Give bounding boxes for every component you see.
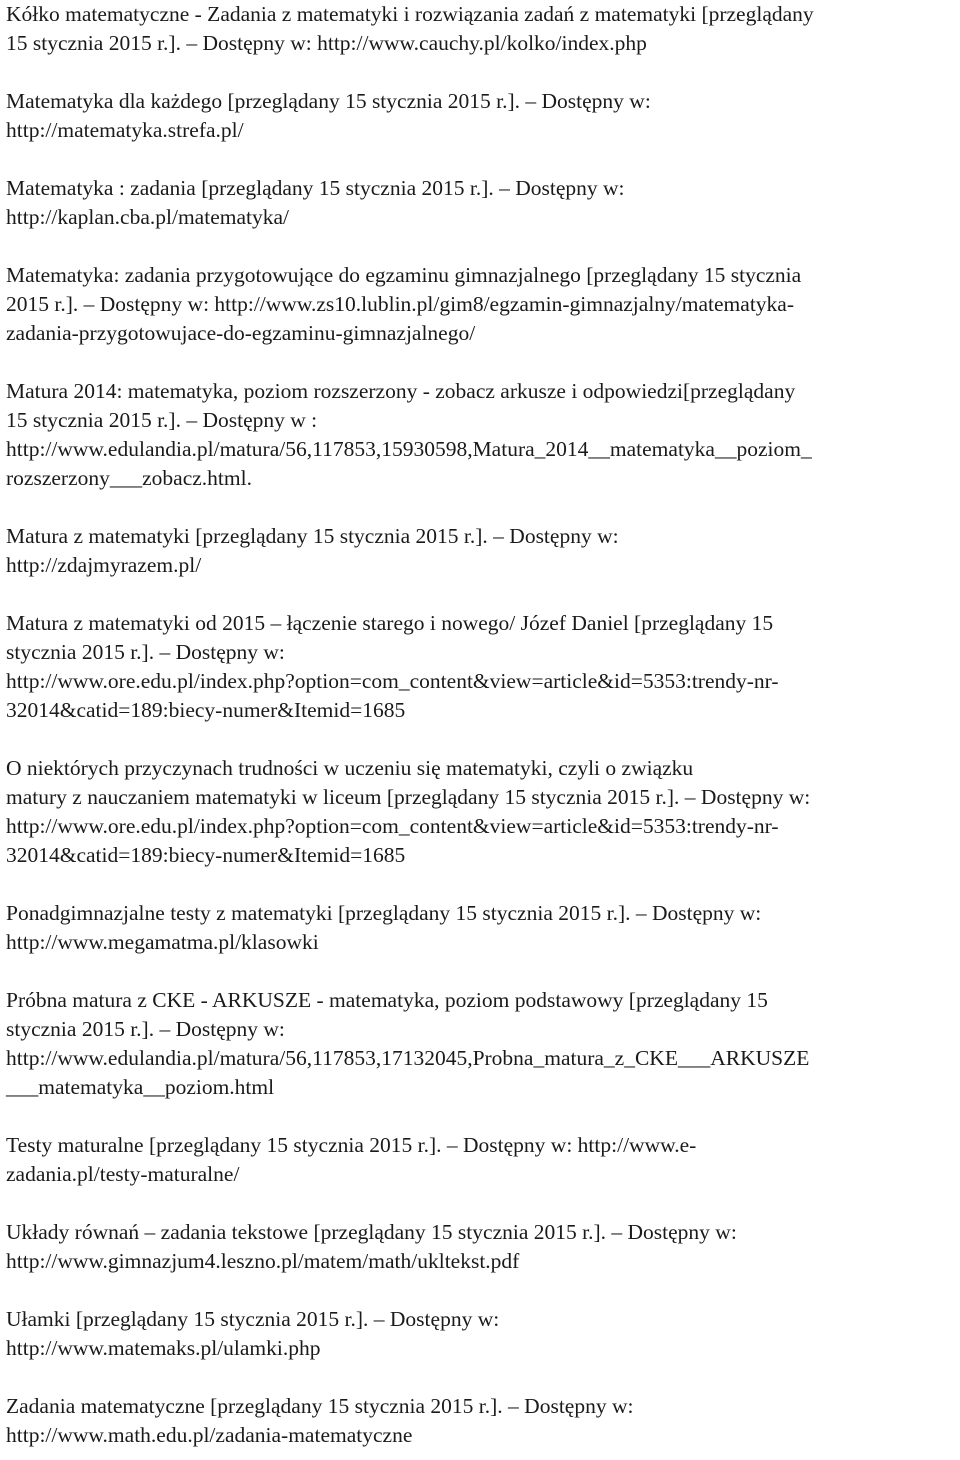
reference-entry bbox=[6, 1218, 956, 1276]
reference-line: Matematyka: zadania przygotowujące do egzaminu gimnazjalnego [przeglądany 15 stycznia bbox=[6, 263, 802, 287]
reference-line: Ponadgimnazjalne testy z matematyki [przeglądany 15 stycznia 2015 r.]. – Dostępny w: bbox=[6, 901, 762, 925]
reference-line: http://www.ore.edu.pl/index.php?option=com_content&view=article&id=5353:trendy-nr- bbox=[6, 669, 779, 693]
entry-spacer bbox=[6, 348, 956, 377]
reference-line: http://kaplan.cba.pl/matematyka/ bbox=[6, 205, 289, 229]
reference-entry bbox=[6, 754, 956, 870]
reference-line: http://matematyka.strefa.pl/ bbox=[6, 118, 244, 142]
entry-spacer bbox=[6, 1276, 956, 1305]
reference-line: Ułamki [przeglądany 15 stycznia 2015 r.]. – Dostępny w: bbox=[6, 1307, 500, 1331]
reference-line: http://www.math.edu.pl/zadania-matematyczne bbox=[6, 1423, 413, 1447]
reference-entry bbox=[6, 986, 956, 1102]
entry-spacer bbox=[6, 232, 956, 261]
entry-spacer bbox=[6, 1102, 956, 1131]
entry-spacer bbox=[6, 493, 956, 522]
reference-line: Matematyka dla każdego [przeglądany 15 stycznia 2015 r.]. – Dostępny w: bbox=[6, 89, 651, 113]
reference-line: http://www.edulandia.pl/matura/56,117853,15930598,Matura_2014__matematyka__poziom_ bbox=[6, 437, 812, 461]
reference-line: stycznia 2015 r.]. – Dostępny w: bbox=[6, 640, 285, 664]
reference-line: O niektórych przyczynach trudności w uczeniu się matematyki, czyli o związku bbox=[6, 756, 694, 780]
reference-line: 32014&catid=189:biecy-numer&Itemid=1685 bbox=[6, 698, 406, 722]
reference-line: Matura z matematyki [przeglądany 15 stycznia 2015 r.]. – Dostępny w: bbox=[6, 524, 619, 548]
reference-line: stycznia 2015 r.]. – Dostępny w: bbox=[6, 1017, 285, 1041]
reference-line: Matura z matematyki od 2015 – łączenie starego i nowego/ Józef Daniel [przeglądany 15 bbox=[6, 611, 774, 635]
reference-entry bbox=[6, 1305, 956, 1363]
reference-line: Układy równań – zadania tekstowe [przeglądany 15 stycznia 2015 r.]. – Dostępny w: bbox=[6, 1220, 737, 1244]
entry-spacer bbox=[6, 1363, 956, 1392]
reference-line: zadania.pl/testy-maturalne/ bbox=[6, 1162, 240, 1186]
reference-line: Matura 2014: matematyka, poziom rozszerzony - zobacz arkusze i odpowiedzi[przeglądany bbox=[6, 379, 796, 403]
reference-entry bbox=[6, 174, 956, 232]
reference-entry bbox=[6, 0, 956, 58]
reference-line: http://www.gimnazjum4.leszno.pl/matem/math/ukltekst.pdf bbox=[6, 1249, 520, 1273]
reference-entry bbox=[6, 522, 956, 580]
reference-entry bbox=[6, 1392, 956, 1450]
entry-spacer bbox=[6, 580, 956, 609]
reference-entry bbox=[6, 261, 956, 348]
reference-line: http://www.megamatma.pl/klasowki bbox=[6, 930, 319, 954]
entry-spacer bbox=[6, 1189, 956, 1218]
reference-line: http://www.matemaks.pl/ulamki.php bbox=[6, 1336, 321, 1360]
reference-line: matury z nauczaniem matematyki w liceum [przeglądany 15 stycznia 2015 r.]. – Dostępny w: bbox=[6, 785, 811, 809]
reference-line: 15 stycznia 2015 r.]. – Dostępny w: http://www.cauchy.pl/kolko/index.php bbox=[6, 31, 647, 55]
reference-line: Testy maturalne [przeglądany 15 stycznia 2015 r.]. – Dostępny w: http://www.e- bbox=[6, 1133, 697, 1157]
reference-line: Kółko matematyczne - Zadania z matematyki i rozwiązania zadań z matematyki [przeglądany bbox=[6, 2, 814, 26]
reference-line: rozszerzony___zobacz.html. bbox=[6, 466, 252, 490]
entry-spacer bbox=[6, 870, 956, 899]
reference-entry bbox=[6, 609, 956, 725]
entry-spacer bbox=[6, 58, 956, 87]
reference-entry bbox=[6, 899, 956, 957]
entry-spacer bbox=[6, 725, 956, 754]
reference-entry bbox=[6, 1131, 956, 1189]
reference-line: zadania-przygotowujace-do-egzaminu-gimnazjalnego/ bbox=[6, 321, 476, 345]
entry-spacer bbox=[6, 145, 956, 174]
reference-line: 15 stycznia 2015 r.]. – Dostępny w : bbox=[6, 408, 318, 432]
reference-line: Zadania matematyczne [przeglądany 15 stycznia 2015 r.]. – Dostępny w: bbox=[6, 1394, 634, 1418]
reference-line: http://www.edulandia.pl/matura/56,117853,17132045,Probna_matura_z_CKE___ARKUSZE bbox=[6, 1046, 810, 1070]
reference-line: ___matematyka__poziom.html bbox=[6, 1075, 275, 1099]
reference-line: Próbna matura z CKE - ARKUSZE - matematyka, poziom podstawowy [przeglądany 15 bbox=[6, 988, 768, 1012]
entry-spacer bbox=[6, 957, 956, 986]
reference-entry bbox=[6, 377, 956, 493]
reference-list bbox=[6, 0, 956, 1450]
reference-line: 32014&catid=189:biecy-numer&Itemid=1685 bbox=[6, 843, 406, 867]
reference-line: Matematyka : zadania [przeglądany 15 stycznia 2015 r.]. – Dostępny w: bbox=[6, 176, 625, 200]
reference-entry bbox=[6, 87, 956, 145]
reference-line: 2015 r.]. – Dostępny w: http://www.zs10.lublin.pl/gim8/egzamin-gimnazjalny/matematyka- bbox=[6, 292, 794, 316]
reference-line: http://www.ore.edu.pl/index.php?option=com_content&view=article&id=5353:trendy-nr- bbox=[6, 814, 779, 838]
reference-line: http://zdajmyrazem.pl/ bbox=[6, 553, 202, 577]
